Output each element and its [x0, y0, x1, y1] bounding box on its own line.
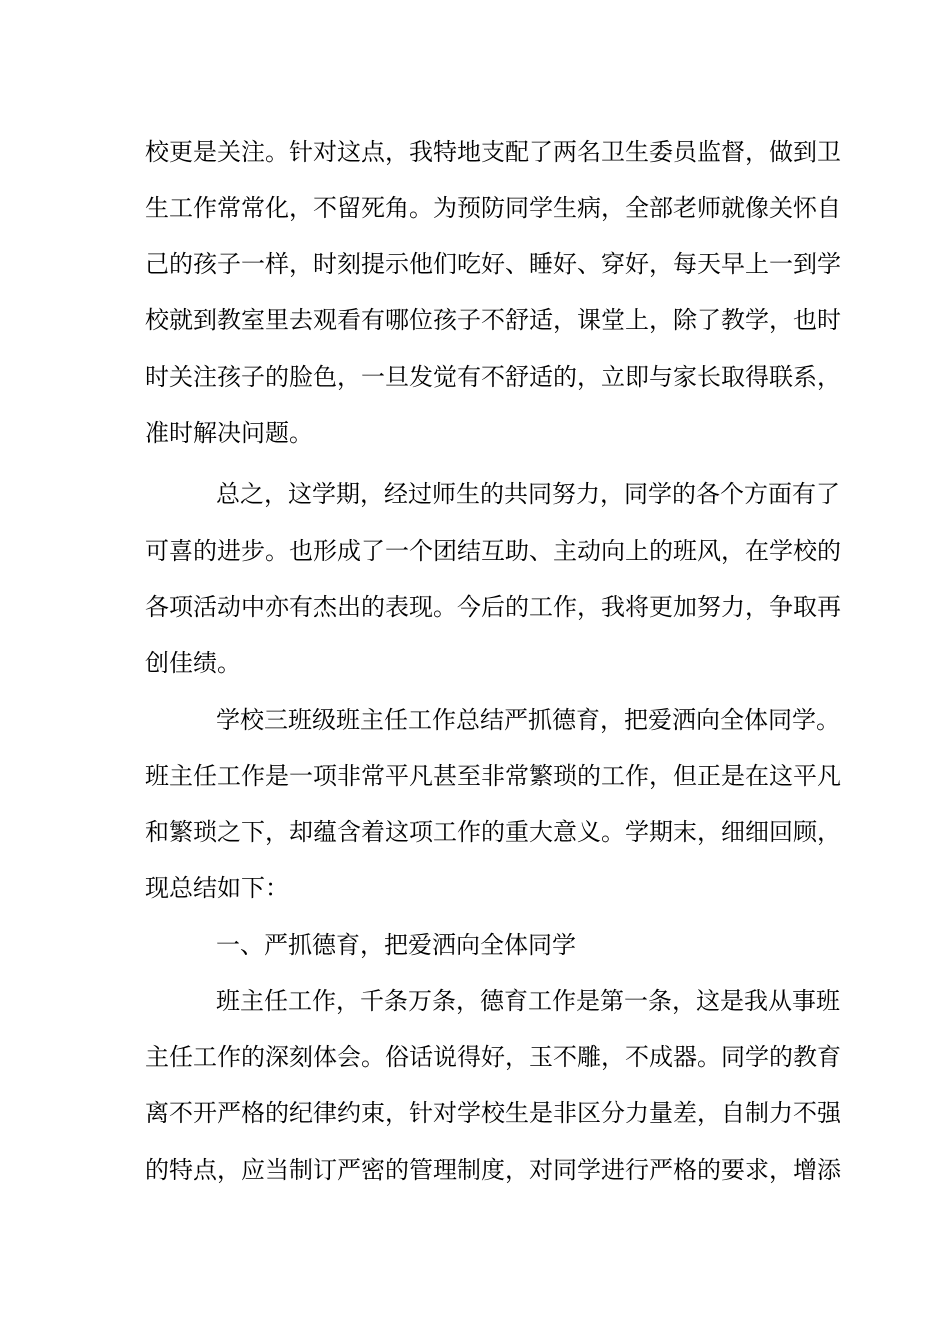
paragraph-line: 创佳绩。 [145, 649, 241, 677]
paragraph-line: 主任工作的深刻体会。俗话说得好，玉不雕，不成器。同学的教育 [145, 1043, 841, 1071]
paragraph-line: 己的孩子一样，时刻提示他们吃好、睡好、穿好，每天早上一到学 [145, 250, 841, 278]
paragraph-line: 学校三班级班主任工作总结严抓德育，把爱洒向全体同学。 [216, 706, 840, 734]
paragraph-line: 班主任工作，千条万条，德育工作是第一条，这是我从事班 [216, 987, 840, 1015]
paragraph-line: 校更是关注。针对这点，我特地支配了两名卫生委员监督，做到卫 [145, 138, 841, 166]
paragraph-line: 和繁琐之下，却蕴含着这项工作的重大意义。学期末，细细回顾， [145, 818, 841, 846]
paragraph-line: 校就到教室里去观看有哪位孩子不舒适，课堂上，除了教学，也时 [145, 306, 841, 334]
paragraph-line: 各项活动中亦有杰出的表现。今后的工作，我将更加努力，争取再 [145, 593, 841, 621]
section-heading: 一、严抓德育，把爱洒向全体同学 [216, 931, 576, 959]
paragraph-line: 时关注孩子的脸色，一旦发觉有不舒适的，立即与家长取得联系， [145, 363, 841, 391]
paragraph-line: 准时解决问题。 [145, 419, 313, 447]
paragraph-line: 班主任工作是一项非常平凡甚至非常繁琐的工作，但正是在这平凡 [145, 762, 841, 790]
paragraph-line: 可喜的进步。也形成了一个团结互助、主动向上的班风，在学校的 [145, 537, 841, 565]
paragraph-line: 现总结如下： [145, 874, 289, 902]
paragraph-line: 总之，这学期，经过师生的共同努力，同学的各个方面有了 [216, 480, 840, 508]
paragraph-line: 的特点，应当制订严密的管理制度，对同学进行严格的要求，增添 [145, 1156, 841, 1184]
paragraph-line: 离不开严格的纪律约束，针对学校生是非区分力量差，自制力不强 [145, 1099, 841, 1127]
paragraph-line: 生工作常常化，不留死角。为预防同学生病，全部老师就像关怀自 [145, 194, 841, 222]
